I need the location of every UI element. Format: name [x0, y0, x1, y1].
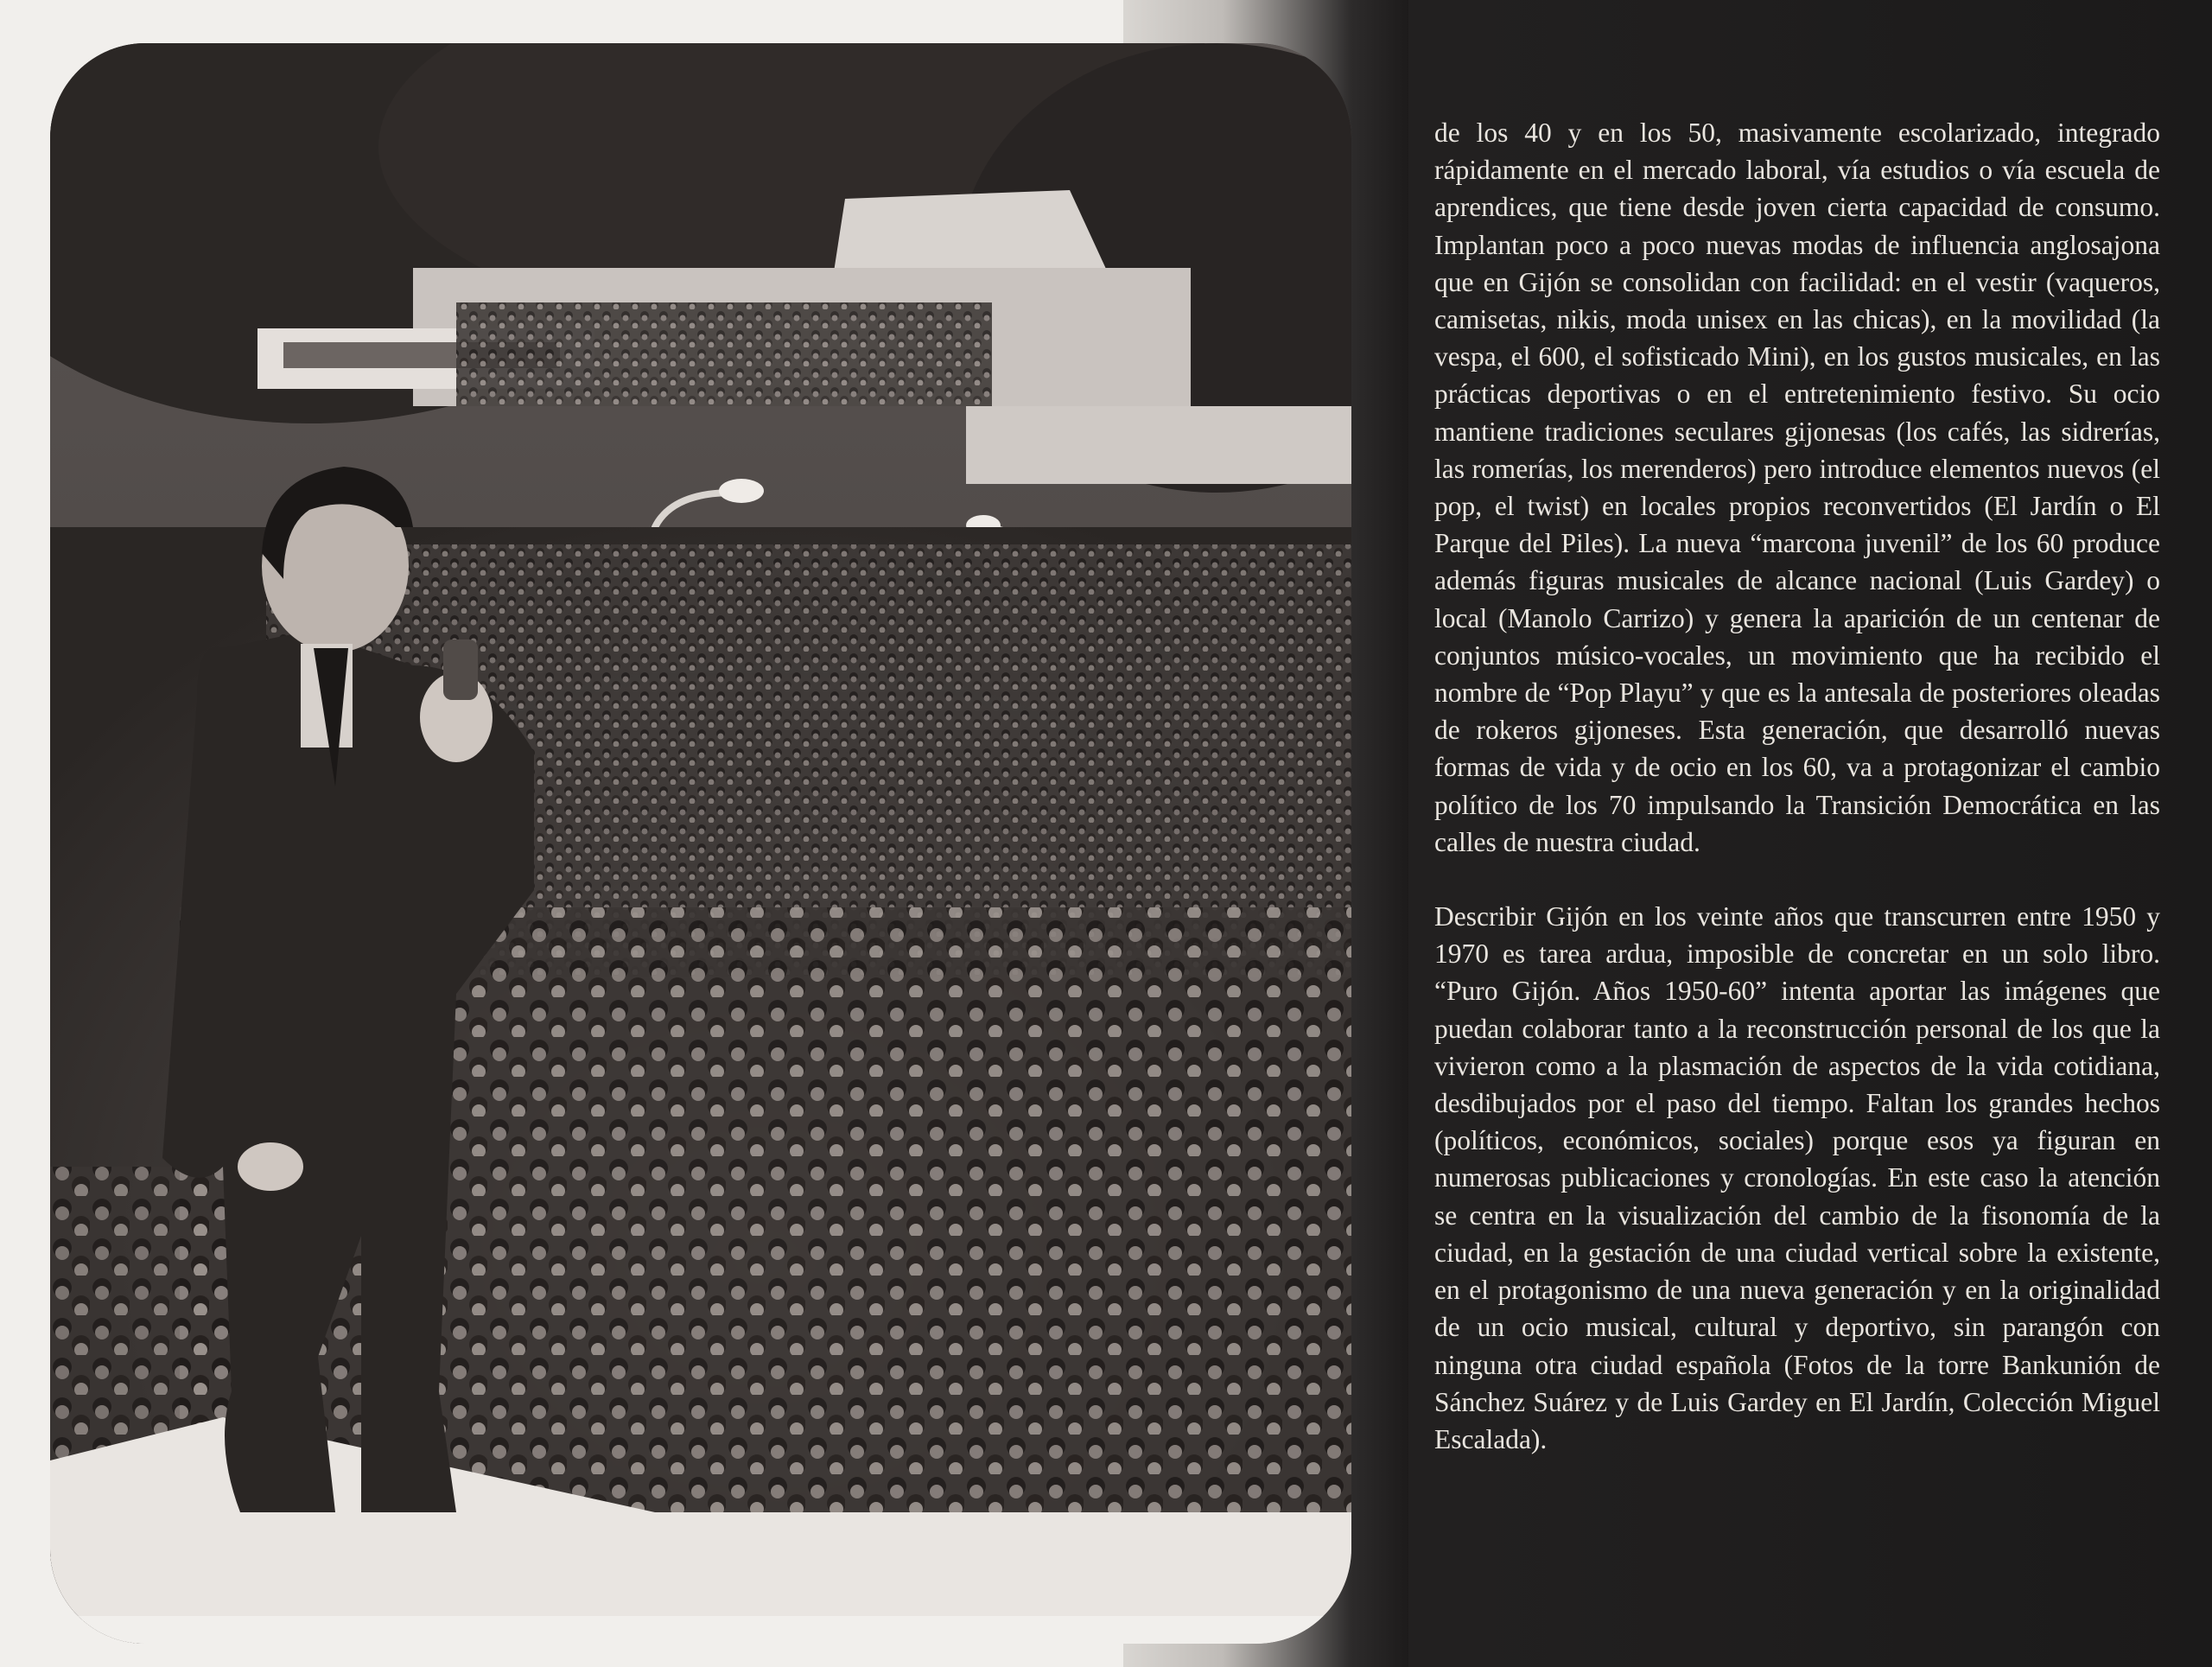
crowd-concert-photo — [50, 43, 1351, 1644]
paragraph-1: de los 40 y en los 50, masivamente escolarizado, integrado rápidamente en el mercado laboral, vía estudios o vía escuela de aprendices, que tiene desde joven cierta capacidad de consumo. Implantan poco a poco nuevas modas de influencia anglosajona que en Gijón se consolidan con facilidad: en el vestir (vaqueros, camisetas, nikis, moda unisex en las chicas), en la movilidad (la vespa, el 600, el sofisticado Mini), en los gustos musicales, en las prácticas deportivas o en el entretenimiento festivo. Su ocio mantiene tradiciones seculares gijonesas (los cafés, las sidrerías, las romerías, los merenderos) pero introduce elementos nuevos (el pop, el twist) en locales propios reconvertidos (El Jardín o El Parque del Piles). La nueva “marcona juvenil” de los 60 produce además figuras musicales de alcance nacional (Luis Gardey) o local (Manolo Carrizo) y genera la aparición de un centenar de conjuntos músico-vocales, un movimiento que ha recibido el nombre de “Pop Playu” y que es la antesala de posteriores oleadas de rokeros gijoneses. Esta generación, que desarrolló nuevas formas de vida y de ocio en los 60, va a protagonizar el cambio político de los 70 impulsando la Transición Democrática en las calles de nuestra ciudad. — [1434, 118, 2160, 857]
photo-illustration — [50, 43, 1351, 1644]
paragraph-2: Describir Gijón en los veinte años que transcurren entre 1950 y 1970 es tarea ardua, imposible de concretar en un solo libro. “Puro Gijón. Años 1950-60” intenta aportar las imágenes que puedan colaborar tanto a la reconstrucción personal de los que la vivieron como a la plasmación de aspectos de la vida cotidiana, desdibujados por el paso del tiempo. Faltan los grandes hechos (políticos, económicos, sociales) porque esos ya figuran en numerosas publicaciones y cronologías. En este caso la atención se centra en la visualización del cambio de la fisonomía de la ciudad, en la gestación de una ciudad vertical sobre la existente, en el protagonismo de una nueva generación y en la originalidad de un ocio musical, cultural y deportivo, sin parangón con ninguna otra ciudad española (Fotos de la torre Bankunión de Sánchez Suárez y de Luis Gardey en El Jardín, Colección Miguel Escalada). — [1434, 901, 2160, 1454]
body-text-column — [1434, 114, 2160, 1458]
